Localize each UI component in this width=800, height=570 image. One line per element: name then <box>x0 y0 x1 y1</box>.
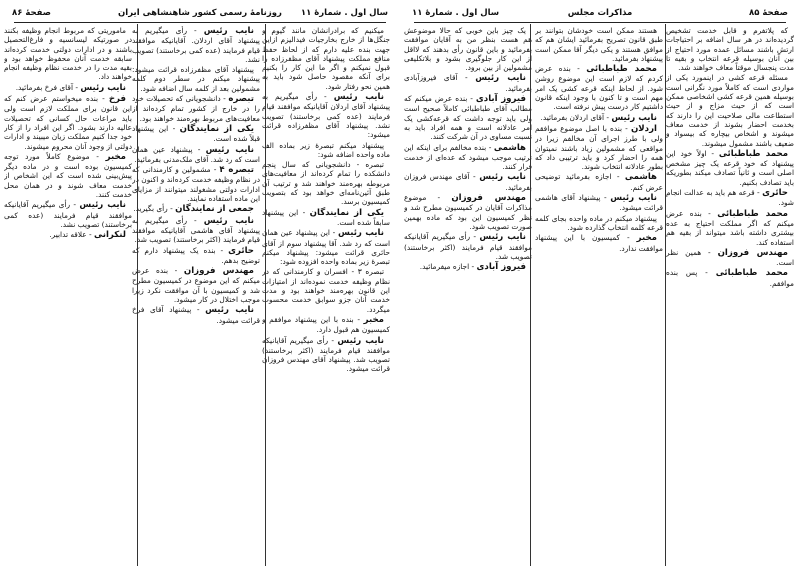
paragraph <box>262 160 390 206</box>
paragraph-text: - بنده با اصل موضوع موافقم ولی با طرز اجرای آن مخالفم زیرا در مواقعی که مشمولین زیاد باشند نمیتوان همه را احضار کرد و باید ترتیبی داد که بطور عادلانه انتخاب شوند. <box>535 123 663 172</box>
paragraph <box>404 172 532 192</box>
paragraph <box>535 26 663 63</box>
paragraph-text: - این پیشنهاد قبلاً شده است. <box>132 123 260 144</box>
text-column <box>262 26 390 566</box>
paragraph-text: - قرعه هم باید به عدالت انجام شود. <box>666 188 794 208</box>
speaker-name: محمد طباطبائی <box>586 64 657 75</box>
speaker-name: هاشمی <box>493 142 527 153</box>
speaker-name: نایب رئیس <box>479 232 526 243</box>
paragraph-text: - پس بنده موافقم. <box>666 268 794 288</box>
text-column <box>404 26 532 566</box>
speaker-name: نایب رئیس <box>80 82 126 93</box>
column-divider <box>530 24 531 566</box>
paragraph <box>404 73 532 93</box>
column-divider <box>137 24 138 566</box>
paragraph <box>132 266 260 304</box>
paragraph-text: تبصره ۳ - افسران و کارمندانی که در نظام وظیفه خدمت نموده‌اند از امتیازات این قانون بهره‌مند خواهند بود و مدت خدمت آنان جزو سوابق خدمت محسوب میگردد. <box>262 267 390 314</box>
paragraph-text: - اجازه بفرمائید توضیحی عرض کنم. <box>535 172 663 192</box>
paragraph <box>4 26 132 82</box>
paragraph-text: - علاقه تدابیر. <box>49 230 92 240</box>
paragraph-text: - بنده عرض میکنم که اگر مملکت احتیاج به عده بیشتری داشته باشد میتواند از بقیه هم استفاده کند. <box>666 208 794 247</box>
paragraph <box>404 94 532 141</box>
paragraph <box>132 165 260 203</box>
speaker-name: محمد طباطبائی <box>717 208 788 219</box>
speaker-name: اردلان <box>630 123 657 134</box>
paragraph <box>4 230 132 240</box>
paragraph <box>262 315 390 335</box>
paragraph <box>132 94 260 123</box>
speaker-name: یکی از نمایندگان <box>179 123 254 134</box>
speaker-name: جمعی از نمایندگان <box>175 204 254 215</box>
paragraph <box>535 233 663 253</box>
paragraph-text: - مشمولین و کارمندانی که در نظام وظیفه خدمت کرده‌اند و اکنون در ادارات دولتی مشغولند میتوانند از مزایای این ماده استفاده نمایند. <box>132 165 260 204</box>
paragraph-text: - آقای مهندس فروزان بفرمائید. <box>404 172 532 192</box>
paragraph-text: - این پیشنهاد سابقاً شده است. <box>262 207 390 227</box>
speaker-name: مهندس فروزان <box>451 193 526 204</box>
paragraph-text: - دانشجویانی که تحصیلات خود را در خارج از کشور تمام کرده‌اند از معافیت‌های مربوط بهره‌مند خواهند بود. <box>132 94 260 123</box>
paragraph <box>666 248 794 268</box>
paragraph <box>666 209 794 247</box>
paragraph <box>666 188 794 208</box>
paragraph-text: پیشنهاد میکنم در ماده واحده بجای کلمه قرعه کلمه انتخاب گذارده شود. <box>535 213 663 232</box>
speaker-name: نایب رئیس <box>79 200 126 211</box>
paragraph <box>4 152 132 199</box>
paragraph <box>666 73 794 147</box>
speaker-name: فیروز آبادی <box>475 94 526 105</box>
issue-number: سال اول . شمارهٔ ۱۱ <box>412 8 500 18</box>
text-column <box>4 26 132 566</box>
speaker-name: نایب رئیس <box>203 215 254 226</box>
paragraph <box>535 64 663 111</box>
paragraph-text: - بنده یک پیشنهاد دارم که توضیح بدهم. <box>132 245 260 265</box>
paragraph-text: - پیشنهاد عین همان است که رد شد. آقای ملک‌مدنی بفرمائید. <box>132 144 260 164</box>
paragraph <box>666 149 794 187</box>
speaker-name: نایب رئیس <box>333 92 384 103</box>
newspaper-page-right <box>400 0 800 570</box>
speaker-name: فیروز آبادی <box>476 262 526 273</box>
speaker-name: محمد طباطبائی <box>715 268 788 279</box>
paragraph-text: - رأی میگیریم به پیشنهاد آقای اردلان. آقایانیکه موافقند قیام فرمایند (عده کمی برخاستند) تصویب نشد. <box>132 26 260 64</box>
speaker-name: مهندس فروزان <box>717 247 788 258</box>
paragraph-text: - اجازه میفرمائید. <box>419 262 475 272</box>
speaker-name: مخبر <box>105 151 126 162</box>
paragraph-text: - آقای فرخ بفرمائید. <box>15 82 79 92</box>
speaker-name: نایب رئیس <box>205 144 254 155</box>
paragraph <box>535 172 663 192</box>
header-rule <box>14 22 386 23</box>
speaker-name: یکی از نمایندگان <box>309 207 384 218</box>
paragraph-text: - این پیشنهاد عین همان است که رد شد. آقا پیشنهاد سوم از آقای حائری قرائت میشود: پیشنهاد میکنم تبصرهٔ زیر بماده واحده افزوده شود: <box>262 228 390 267</box>
speaker-name: محمد طباطبائی <box>718 148 789 159</box>
paragraph <box>262 336 390 374</box>
speaker-name: حائری <box>228 245 254 256</box>
paragraph <box>132 124 260 144</box>
paragraph-text: میکنیم که برادرانشان مانند گیوم و جنگل‌ها از خارج بخارجیات فیدالیزم ازاین جهت بنده علیه دارم که از لحاظ حفظ منافع مملکت پیشنهاد آقای مظفرزاده را قبول نمیکنم و اگر ما این کار را بکنیم برای آنکه مقصود حاصل شود باید به همین نحو رفتار شود. <box>262 26 390 91</box>
paragraph <box>535 124 663 171</box>
text-column <box>132 26 260 566</box>
paragraph <box>262 92 390 139</box>
paragraph <box>262 141 390 160</box>
speaker-name: نایب رئیس <box>203 26 254 36</box>
speaker-name: فرخ <box>108 94 126 105</box>
paragraph <box>404 262 532 272</box>
speaker-name: تبصره ۴ <box>219 165 254 176</box>
paragraph <box>666 26 794 72</box>
paragraph <box>132 26 260 64</box>
paragraph-text: - کمیسیون با این پیشنهاد موافقت ندارد. <box>535 233 663 253</box>
speaker-name: مخبر <box>363 314 384 325</box>
paragraph <box>262 267 390 313</box>
paragraph <box>4 83 132 93</box>
paragraph <box>262 208 390 228</box>
paragraph-text: - رأی میگیریم به پیشنهاد آقای اردلان آقایانیکه موافقند قیام فرمایند (عده کمی برخاستند) تصویب نشد. پیشنهاد آقای مظفرزاده قرائت میشود: <box>262 92 390 140</box>
paragraph-text: - آقای اردلان بفرمائید. <box>540 112 610 122</box>
paragraph-text: - آقای فیروزآبادی بفرمائید. <box>404 73 532 93</box>
paragraph-text: - موضوع کاملاً مورد توجه کمیسیون بوده است و در ماده دیگر پیش‌بینی شده است که این اشخاص از خدمت معاف شوند و در همان محل خدمت کنند. <box>4 151 132 200</box>
speaker-name: تبصره <box>228 94 254 105</box>
paragraph-text: - پیشنهاد آقای فرخ قرائت میشود. <box>132 305 260 325</box>
paragraph-text: ماموریتی که مربوط انجام وظیفه بکنند در صورتیکه لیسانسیه و فارغ‌التحصیل باشند و در ادارات دولتی خدمت کرده‌اند سابقه خدمت آنان محفوظ خواهد بود و بقیه مدت را در خدمت نظام وظیفه انجام خواهند داد. <box>4 26 132 82</box>
paragraph <box>666 268 794 288</box>
paragraph-text: مسئله قرعه کشی در اینمورد یکی از مواردی است که کاملاً مورد نگرانی است بوسیله همین قرعه کشی اشخاصی ممکن است که از حیث مزاج و از حیث استطاعت مالی صلاحیت این را دارند که بخدمت احضار بشوند از خدمت معاف میشوند و اشخاص بیچاره که بیسواد و ضعیف باشند مشمول میشوند. <box>666 73 794 148</box>
newspaper-title: روزنامهٔ رسمی کشور شاهنشاهی ایران <box>118 8 282 18</box>
paragraph <box>535 193 663 213</box>
paragraph-text: یک چیز باین خوبی که حالا موضوعش هم هست بنظر من به آقایان موافقت بفرمائید و باین قانون رأی بدهند که لااقل از این کار جلوگیری بشود و بلاتکلیفی مشمولین از بین برود. <box>404 26 532 73</box>
paragraph-text: - موضوع مذاکرات آقایان در کمیسیون مطرح شد و نظر کمیسیون این بود که ماده بهمین صورت تصویب شود. <box>404 193 532 231</box>
speaker-name: نایب رئیس <box>338 228 384 239</box>
speaker-name: نایب رئیس <box>475 73 526 84</box>
speaker-name: نایب رئیس <box>479 172 526 183</box>
paragraph <box>132 246 260 266</box>
paragraph <box>132 216 260 245</box>
paragraph-text: - بنده عرض میکنم که مطالب آقای طباطبائی کاملاً صحیح است ولی باید توجه داشت که قرعه‌کشی یک امر عادلانه است و همه افراد باید به نسبت مساوی در آن شرکت کنند. <box>404 94 532 142</box>
paragraph <box>132 204 260 214</box>
speaker-name: مهندس فروزان <box>183 266 255 277</box>
paragraph-text: هستند ممکن است خودشان بتوانند بر طبق قانون تصریح بفرمائید ایشان هم که موافق هستند و یکی دیگر آقا ممکن است پیشنهاد بفرمائید. <box>535 26 663 63</box>
page-header <box>12 6 388 22</box>
paragraph <box>404 26 532 72</box>
paragraph-text: - رأی میگیریم به پیشنهاد آقای هاشمی آقایانیکه موافقند قیام فرمایند (اکثر برخاستند) تصویب شد. <box>132 215 260 245</box>
paragraph <box>262 228 390 266</box>
paragraph-text: - بنده میخواستم عرض کنم که این قانون برای مملکت لازم است ولی باید مراعات حال کسانی که تحصیلات عالیه دارند بشود. اگر این افراد را از کار خود جدا کنیم مملکت زیان میبیند و ادارات دولتی از وجود آنان محروم میشوند. <box>4 94 132 151</box>
speaker-name: لنکرانی <box>94 230 126 241</box>
paragraph <box>4 200 132 229</box>
text-column <box>535 26 663 566</box>
page-number: صفحهٔ ۸۵ <box>749 8 788 18</box>
paragraph-text: - بنده عرض کردم که لازم است این موضوع روشن شود. از لحاظ اینکه قرعه کشی یک امر مهم است و تا کنون با وجود اینکه قانون داشتیم کار درست پیش نرفته است. <box>535 64 663 112</box>
speaker-name: نایب رئیس <box>610 193 657 204</box>
paragraph <box>132 65 260 93</box>
paragraph-text: - رأی میگیریم آقایانیکه موافقند قیام فرمایند (اکثر برخاستند) تصویب شد. <box>404 232 532 261</box>
header-rule <box>414 22 786 23</box>
paragraph-text: - همین نظر است. <box>666 247 794 268</box>
column-divider <box>265 24 266 566</box>
paragraph-text: پیشنهاد میکنم تبصرهٔ زیر بماده الف ماده واحده اضافه شود: <box>262 140 390 159</box>
paragraph-text: تبصره - دانشجویانی که سال پنجم دانشکده را تمام کرده‌اند از معافیت‌های مربوطه بهره‌مند خواهند شد و ترتیب آن طبق آئین‌نامه‌ای خواهد بود که بتصویب کمیسیون برسد. <box>262 160 390 207</box>
speaker-name: هاشمی <box>624 172 657 183</box>
paragraph-text: - پیشنهاد آقای هاشمی قرائت میشود. <box>535 193 663 213</box>
paragraph-text: - اولاً خود این پیشنهاد که خود قرعه یک چیز مشخص اصلی است و ثانیاً تصادف میکند بطوریکه باید تصادف بکنیم. <box>666 148 794 187</box>
speaker-name: حائری <box>762 188 788 199</box>
paragraph <box>535 214 663 233</box>
paragraph <box>262 26 390 91</box>
issue-number: سال اول . شمارهٔ ۱۱ <box>300 8 388 18</box>
speaker-name: نایب رئیس <box>205 305 254 316</box>
page-number: صفحهٔ ۸۶ <box>12 8 51 18</box>
paragraph-text: - بنده با این پیشنهاد موافقم و کمیسیون هم قبول دارد. <box>262 314 390 335</box>
page-header <box>412 6 788 22</box>
paragraph-text: که پلاتفرم و قابل خدمت تشخیص گردیده‌اند در هر سال اضافه بر احتیاجات ارتش باشند مسائل عمده مورد احتیاج از بین آنان بوسیله قرعه انتخاب و بقیه تا مدت پنجسال موقتاً معاف خواهند شد. <box>666 26 794 73</box>
paragraph <box>132 305 260 325</box>
speaker-name: نایب رئیس <box>337 335 384 346</box>
paragraph <box>404 193 532 231</box>
paragraph-text: - بنده عرض میکنم که این موضوع در کمیسیون مطرح شد و کمیسیون با آن موافقت نکرد زیرا موجب اختلال در کار میشود. <box>132 266 260 305</box>
paragraph <box>4 94 132 151</box>
speaker-name: نایب رئیس <box>611 112 657 123</box>
paragraph <box>132 145 260 165</box>
paragraph-text: - بنده مخالفم برای اینکه این ترتیب موجب میشود که عده‌ای از خدمت فرار کنند. <box>404 142 532 172</box>
paragraph <box>535 113 663 123</box>
paragraph-text: - رأی بگیرید. <box>133 204 173 214</box>
newspaper-title: مذاکرات مجلس <box>567 8 633 18</box>
speaker-name: مخبر <box>636 233 657 244</box>
paragraph <box>404 143 532 172</box>
text-column <box>666 26 794 566</box>
paragraph <box>404 232 532 261</box>
paragraph-text: - رأی میگیریم آقایانیکه موافقند قیام فرمایند (عده کمی برخاستند) تصویب نشد. <box>4 200 132 229</box>
paragraph-text: - رأی میگیریم آقایانیکه موافقند قیام فرمایند (اکثر برخاستند) تصویب شد. پیشنهاد آقای مهندس فروزان قرائت میشود. <box>262 335 390 374</box>
paragraph-text: پیشنهاد آقای مظفرزاده قرائت میشود: پیشنهاد میکنم در سطر دوم کلمه مشمولین بعد از کلمه سال اضافه شود. <box>132 65 260 93</box>
